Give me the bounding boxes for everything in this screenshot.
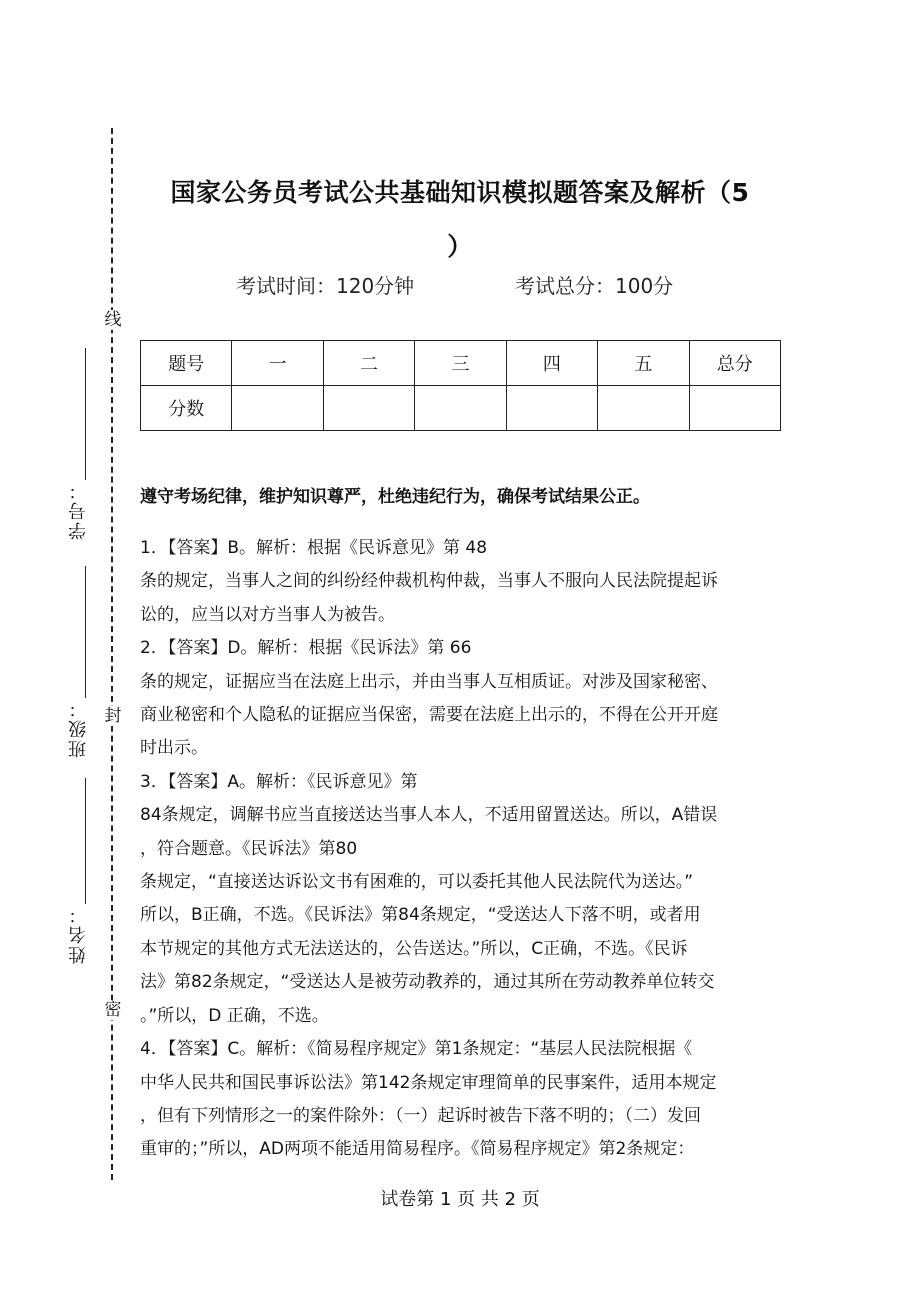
answer-line: 2．【答案】D。解析：根据《民诉法》第 66 bbox=[140, 638, 472, 659]
page-title bbox=[140, 166, 780, 274]
score-cell[interactable] bbox=[689, 386, 780, 431]
score-row-label: 分数 bbox=[141, 386, 232, 431]
answer-line: 所以，B正确，不选。《民诉法》第84条规定，“受送达人下落不明，或者用 bbox=[140, 905, 701, 926]
answer-line: 商业秘密和个人隐私的证据应当保密，需要在法庭上出示的，不得在公开开庭 bbox=[140, 705, 718, 726]
page-footer: 试卷第 1 页 共 2 页 bbox=[380, 1189, 540, 1210]
student-id-underline bbox=[85, 348, 86, 480]
score-cell[interactable] bbox=[232, 386, 323, 431]
answer-line: 3．【答案】A。解析：《民诉意见》第 bbox=[140, 771, 418, 792]
score-header-cell: 题号 bbox=[141, 341, 232, 386]
score-header-cell: 五 bbox=[598, 341, 689, 386]
binding-dashed-line bbox=[111, 128, 113, 1180]
student-id-field[interactable] bbox=[62, 348, 96, 540]
score-cell[interactable] bbox=[415, 386, 506, 431]
score-header-cell: 一 bbox=[232, 341, 323, 386]
class-field[interactable] bbox=[62, 566, 96, 758]
score-table-value-row bbox=[141, 386, 781, 431]
exam-total-score: 考试总分：100分 bbox=[515, 274, 674, 298]
class-label: 班级： bbox=[68, 698, 89, 758]
score-header-cell: 三 bbox=[415, 341, 506, 386]
answer-line: 法》第82条规定，“受送达人是被劳动教养的，通过其所在劳动教养单位转交 bbox=[140, 972, 715, 993]
answer-line: 时出示。 bbox=[140, 738, 208, 759]
score-cell[interactable] bbox=[323, 386, 414, 431]
answer-line: 84条规定，调解书应当直接送达当事人本人，不适用留置送达。所以，A错误 bbox=[140, 805, 718, 826]
page-title-line-2: ） bbox=[447, 232, 473, 261]
score-header-cell: 总分 bbox=[689, 341, 780, 386]
score-table-header-row bbox=[141, 341, 781, 386]
class-underline bbox=[85, 566, 86, 698]
answer-line: 讼的，应当以对方当事人为被告。 bbox=[140, 604, 395, 625]
binding-char-xian: 线 bbox=[104, 310, 122, 330]
answer-line: 中华人民共和国民事诉讼法》第142条规定审理简单的民事案件，适用本规定 bbox=[140, 1072, 717, 1093]
answer-line: 条的规定，当事人之间的纠纷经仲裁机构仲裁，当事人不服向人民法院提起诉 bbox=[140, 571, 718, 592]
answer-body bbox=[140, 532, 780, 1167]
score-table bbox=[140, 340, 781, 431]
name-underline bbox=[85, 778, 86, 904]
binding-char-mi: 密 bbox=[104, 1000, 122, 1020]
answer-line: 条规定，“直接送达诉讼文书有困难的，可以委托其他人民法院代为送达。” bbox=[140, 872, 694, 893]
score-cell[interactable] bbox=[506, 386, 597, 431]
name-label: 姓名： bbox=[68, 904, 89, 964]
student-id-label: 学号： bbox=[68, 480, 89, 540]
answer-line: ，但有下列情形之一的案件除外：（一）起诉时被告下落不明的；（二）发回 bbox=[140, 1105, 701, 1126]
score-cell[interactable] bbox=[598, 386, 689, 431]
answer-line: 重审的；”所以，AD两项不能适用简易程序。《简易程序规定》第2条规定： bbox=[140, 1139, 695, 1160]
score-header-cell: 二 bbox=[323, 341, 414, 386]
score-header-cell: 四 bbox=[506, 341, 597, 386]
exam-time: 考试时间：120分钟 bbox=[236, 274, 415, 298]
answer-line: 条的规定，证据应当在法庭上出示，并由当事人互相质证。对涉及国家秘密、 bbox=[140, 671, 718, 692]
answer-line: 本节规定的其他方式无法送达的，公告送达。”所以，C正确，不选。《民诉 bbox=[140, 938, 688, 959]
answer-line: ，符合题意。《民诉法》第80 bbox=[140, 838, 358, 859]
binding-char-feng: 封 bbox=[104, 706, 122, 726]
exam-notice: 遵守考场纪律，维护知识尊严，杜绝违纪行为，确保考试结果公正。 bbox=[140, 487, 650, 507]
answer-line: 。”所以，D 正确，不选。 bbox=[140, 1005, 329, 1026]
answer-line: 4．【答案】C。解析：《简易程序规定》第1条规定：“基层人民法院根据《 bbox=[140, 1039, 693, 1060]
page-title-line-1: 国家公务员考试公共基础知识模拟题答案及解析（5 bbox=[170, 178, 750, 207]
name-field[interactable] bbox=[62, 778, 96, 964]
answer-line: 1．【答案】B。解析：根据《民诉意见》第 48 bbox=[140, 538, 488, 558]
